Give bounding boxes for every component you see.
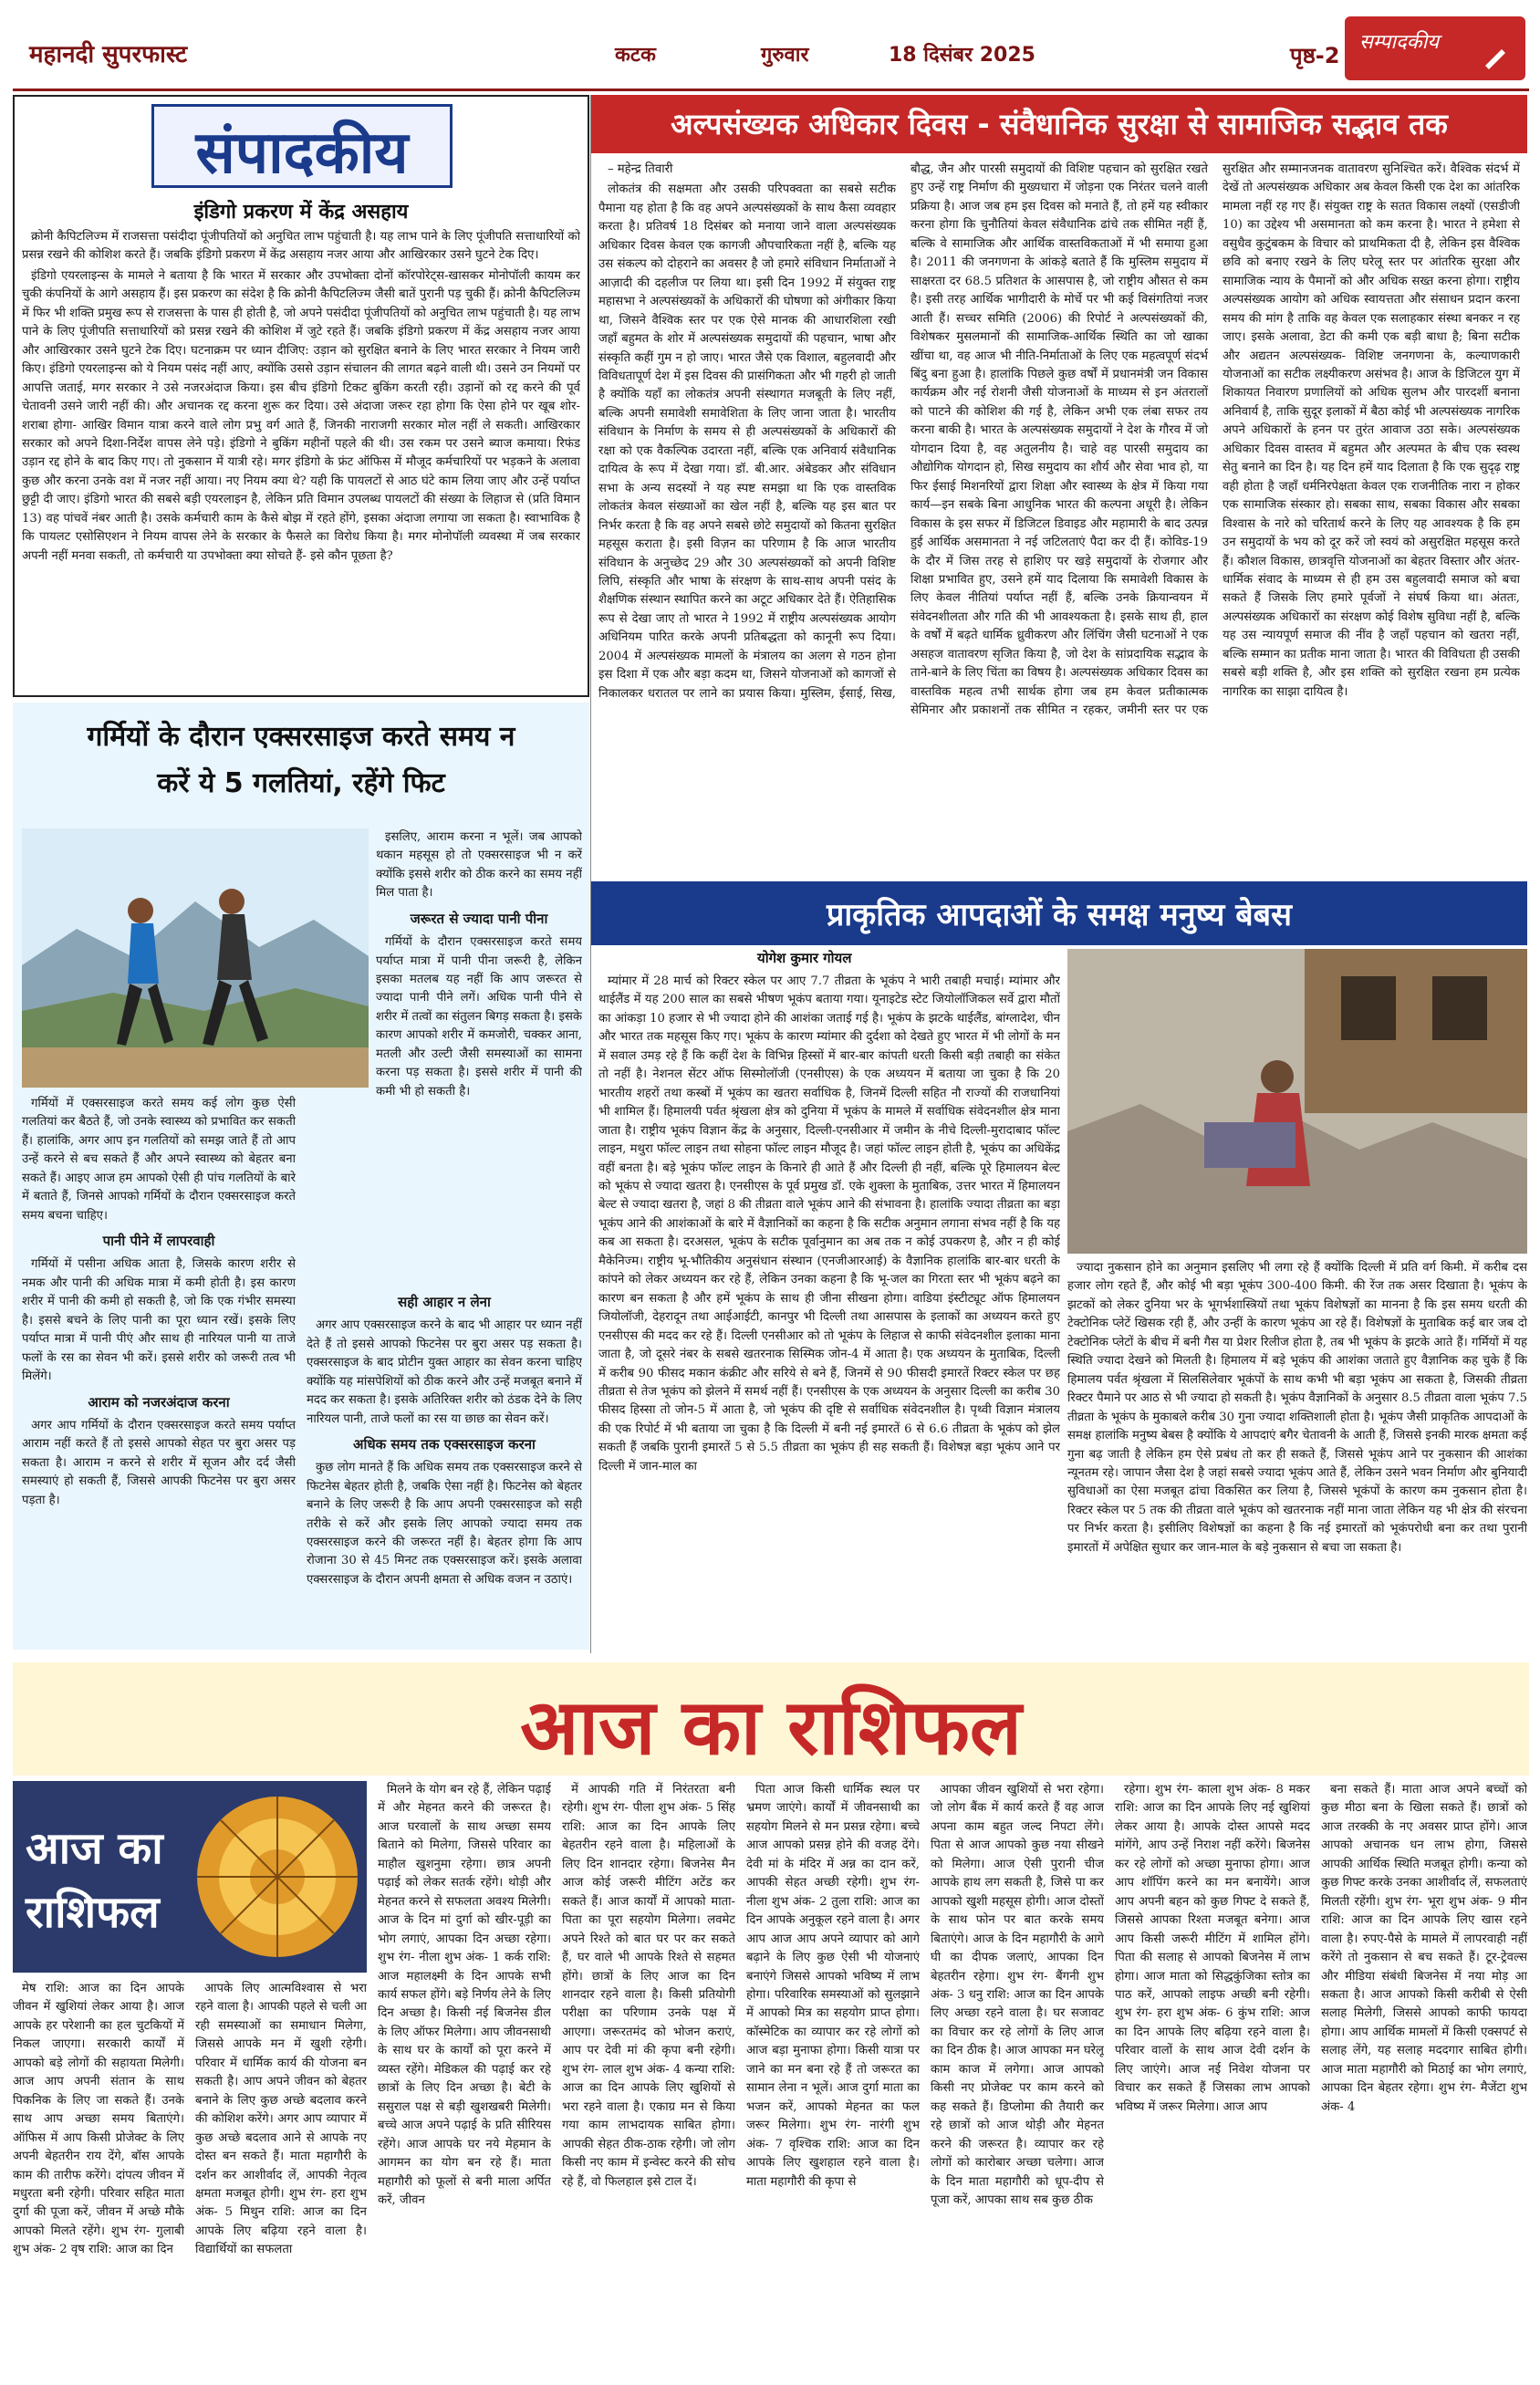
rashifal-column-4 (562, 1781, 735, 2378)
column-divider (590, 95, 591, 1653)
rashifal-logo (13, 1781, 367, 1973)
rashifal-text: आपके लिए आत्मविश्वास से भरा रहने वाला है। आपकी पहले से चली आ रही समस्याओं का समाधान मिलेगा, जिससे आपके मन में खुशी रहेगी। परिवार में धार्मिक कार्य की योजना बन सकती है। आप अपने जीवन को बेहतर बनाने के लिए कुछ अच्छे बदलाव करने की कोशिश करेंगे। अगर आप व्यापार में कुछ अच्छे बदलाव आने से आपके नए दोस्त बन सकते हैं। माता महागौरी के दर्शन कर आशीर्वाद लें, आपकी नेतृत्व क्षमता मजबूत होगी। शुभ रंग- हरा शुभ अंक- 5 मिथुन राशि: आज का दिन आपके लिए बढ़िया रहने वाला है। विद्यार्थियों का सफलता (195, 1982, 367, 2257)
minority-paragraph: लोकतंत्र की सक्षमता और उसकी परिपक्वता का सबसे सटीक पैमाना यह होता है कि वह अपने अल्पसंख्यकों के साथ कैसा व्यवहार करता है। प्रतिवर्ष 18 दिसंबर को मनाया जाने वाला अल्पसंख्यक अधिकार दिवस केवल एक कागजी औपचारिकता नहीं है, बल्कि यह उस संकल्प को दोहराने का अवसर है जो हमारे संविधान निर्माताओं ने आज़ादी की दहलीज पर लिया था। इसी दिन 1992 में संयुक्त राष्ट्र महासभा ने अल्पसंख्यकों के अधिकारों की घोषणा को अंगीकार किया था, जिसने वैश्विक स्तर पर एक ऐसे मानक की आधारशिला रखी जहाँ बहुमत के शोर में अल्पसंख्यक समुदायों की पहचान, भाषा और संस्कृति कहीं गुम न हो जाए। भारत जैसे एक विशाल, बहुलवादी और विविधतापूर्ण देश में इस दिवस की प्रासंगिकता और भी गहरी हो जाती है क्योंकि यहाँ का लोकतंत्र अपनी संस्थागत मजबूती के लिए नहीं, बल्कि अपनी समावेशी समावेशिता के लिए जाना जाता है। भारतीय संविधान के निर्माण के समय से ही अल्पसंख्यकों के अधिकारों की रक्षा को एक वैकल्पिक उदारता नहीं, बल्कि एक अनिवार्य संवैधानिक दायित्व के रूप में देखा गया। डॉ. बी.आर. अंबेडकर और संविधान सभा के अन्य सदस्यों ने यह स्पष्ट समझा था कि एक वास्तविक लोकतंत्र केवल संख्याओं का खेल नहीं है, बल्कि यह इस बात पर निर्भर करता है कि वह अपने सबसे छोटे समुदायों को कितना सुरक्षित महसूस कराता है। इसी विज़न का परिणाम है कि आज भारतीय संविधान के अनुच्छेद 29 और 30 अल्पसंख्यकों को अपनी विशिष्ट लिपि, संस्कृति और भाषा के संरक्षण के साथ-साथ अपनी पसंद के शैक्षणिक संस्थान स्थापित करने का अटूट अधिकार देते हैं। ऐतिहासिक रूप से देखा जाए तो भारत ने 1992 में राष्ट्रीय अल्पसंख्यक आयोग अधिनियम पारित करके अपनी प्रतिबद्धता को कानूनी रूप दिया। 2004 में अल्पसंख्यक मामलों के मंत्रालय का अलग से गठन होना इस दिशा में एक और बड़ा कदम था, जिसने योजनाओं को कागजों से निकालकर धरातल पर लाने का प्रयास किया। मुस्लिम, ईसाई, सिख, बौद्ध, जैन और पारसी समुदायों की विशिष्ट पहचान को सुरक्षित रखते हुए उन्हें राष्ट्र निर्माण की मुख्यधारा में जोड़ना एक निरंतर चलने वाली प्रक्रिया है। आज जब हम इस दिवस को मनाते हैं, तो हमें यह स्वीकार करना होगा कि चुनौतियां केवल संवैधानिक ढांचे तक सीमित नहीं हैं, बल्कि वे सामाजिक और आर्थिक वास्तविकताओं में भी समाया हुआ है। 2011 की जनगणना के आंकड़े बताते हैं कि मुस्लिम समुदाय में साक्षरता दर 68.5 प्रतिशत के आसपास है, जो राष्ट्रीय औसत से कम है। इसी तरह आर्थिक भागीदारी के मोर्चे पर भी कई विसंगतियां नजर आती हैं। सच्चर समिति (2006) की रिपोर्ट ने अल्पसंख्यकों की, विशेषकर मुसलमानों की सामाजिक-आर्थिक स्थिति का जो खाका खींचा था, वह आज भी नीति-निर्माताओं के लिए एक महत्वपूर्ण संदर्भ बिंदु बना हुआ है। हालांकि पिछले कुछ वर्षों में प्रधानमंत्री जन विकास कार्यक्रम और नई रोशनी जैसी योजनाओं के माध्यम से इन अंतरालों को पाटने की कोशिश की गई है, लेकिन अभी एक लंबा सफर तय करना बाकी है। भारत के अल्पसंख्यक समुदायों ने देश के गौरव में जो योगदान दिया है, वह अतुलनीय है। चाहे वह पारसी समुदाय का औद्योगिक योगदान हो, सिख समुदाय का शौर्य और सेवा भाव हो, या फिर ईसाई मिशनरियों द्वारा शिक्षा और स्वास्थ्य के क्षेत्र में किया गया कार्य—इन सबके बिना आधुनिक भारत की कल्पना अधूरी है। लेकिन विकास के इस सफर में डिजिटल डिवाइड और महामारी के बाद उत्पन्न हुई आर्थिक असमानता ने नई जटिलताएं पैदा कर दी हैं। कोविड-19 के दौर में जिस तरह से हाशिए पर खड़े समुदायों के रोजगार और शिक्षा प्रभावित हुए, उसने हमें याद दिलाया कि समावेशी विकास के लिए केवल नीतियां पर्याप्त नहीं हैं, बल्कि उनके क्रियान्वयन में संवेदनशीलता और गति की भी आवश्यकता है। इसके साथ ही, हाल के वर्षों में बढ़ते धार्मिक ध्रुवीकरण और लिंचिंग जैसी घटनाओं ने एक असहज वातावरण सृजित किया है, जो देश के सांप्रदायिक सद्भाव के ताने-बाने के लिए चिंता का विषय है। अल्पसंख्यक अधिकार दिवस का वास्तविक महत्व तभी सार्थक होगा जब हम केवल प्रतीकात्मक सेमिनार और प्रकाशनों तक सीमित न रहकर, जमीनी स्तर पर एक सुरक्षित और सम्मानजनक वातावरण सुनिश्चित करें। वैश्विक संदर्भ में देखें तो अल्पसंख्यक अधिकार अब केवल किसी एक देश का आंतरिक मामला नहीं रह गए हैं। संयुक्त राष्ट्र के सतत विकास लक्ष्यों (एसडीजी 10) का उद्देश्य भी असमानता को कम करना है। भारत ने हमेशा से वसुधैव कुटुंबकम के विचार को प्राथमिकता दी है, लेकिन इस वैश्विक छवि को बनाए रखने के लिए घरेलू स्तर पर आंतरिक सुरक्षा और सामाजिक न्याय के पैमानों को और अधिक सख्त करना होगा। राष्ट्रीय अल्पसंख्यक आयोग को अधिक स्वायत्तता और संसाधन प्रदान करना समय की मांग है ताकि वह केवल एक सलाहकार संस्था बनकर न रह जाए। इसके अलावा, डेटा की कमी एक बड़ी बाधा है; बिना सटीक और अद्यतन अल्पसंख्यक- विशिष्ट जनगणना के, कल्याणकारी योजनाओं का सटीक लक्ष्यीकरण असंभव है। आज के डिजिटल युग में शिकायत निवारण प्रणालियों को अधिक सुलभ और पारदर्शी बनाना अनिवार्य है, ताकि सुदूर इलाकों में बैठा कोई भी अल्पसंख्यक नागरिक अपने अधिकारों के हनन पर तुरंत आवाज उठा सके। अल्पसंख्यक अधिकार दिवस वास्तव में बहुमत और अल्पमत के बीच एक स्वस्थ सेतु बनाने का दिन है। यह दिन हमें याद दिलाता है कि एक सुदृढ़ राष्ट्र वही होता है जहाँ धर्मनिरपेक्षता केवल एक राजनीतिक नारा न होकर एक सामाजिक संस्कार हो। सबका साथ, सबका विकास और सबका विश्वास के नारे को चरितार्थ करने के लिए यह आवश्यक है कि हम उन समुदायों के भय को दूर करें जो स्वयं को असुरक्षित महसूस करते हैं। कौशल विकास, छात्रवृत्ति योजनाओं का बेहतर विस्तार और अंतर-धार्मिक संवाद के माध्यम से ही हम उस बहुलवादी समाज को बचा सकते हैं जिसके लिए हमारे पूर्वजों ने संघर्ष किया था। अंततः, अल्पसंख्यक अधिकारों का संरक्षण कोई विशेष सुविधा नहीं है, बल्कि यह उस न्यायपूर्ण समाज की नींव है जहाँ पहचान को खतरा नहीं, बल्कि सम्मान का प्रतीक माना जाता है। भारत की विविधता ही उसकी सबसे बड़ी शक्ति है, और इस शक्ति को सुरक्षित रखना हम प्रत्येक नागरिक का साझा दायित्व है। (598, 162, 1520, 718)
page-number: पृष्ठ-2 (1290, 43, 1340, 68)
rashifal-column-8 (1321, 1781, 1527, 2378)
quake-author: योगेश कुमार गोयल (757, 950, 852, 966)
minority-author: – महेन्द्र तिवारी (608, 162, 673, 176)
rashifal-logo-line2: राशिफल (26, 1887, 160, 1938)
editorial-paragraph: इंडिगो एयरलाइन्स के मामले ने बताया है कि भारत में सरकार और उपभोक्ता दोनों कॉरपोरेट्स-खासकर मोनोपॉली कायम कर चुकी कंपनियों के आगे असहाय हैं। इस प्रकरण का संदेश है कि क्रोनी कैपिटलिज्म जैसी बातें पुरानी पड़ चुकी हैं। क्रोनी कैपिटलिज्म में फिर भी शक्ति प्रमुख रूप से राजसत्ता के पास ही होती है, जो अपने पसंदीदा पूंजीपतियों को अनुचित लाभ पहुंचाती है। यह लाभ पाने के लिए पूंजीपति सत्ताधारियों को प्रसन्न रखने की कोशिश में जुटे रहते हैं। जबकि इंडिगो प्रकरण में केंद्र असहाय नजर आया और आखिरकार उसने घुटने टेक दिए। घटनाक्रम पर ध्यान दीजिए: उड़ान को सुरक्षित बनाने के लिए भारत सरकार ने नियम जारी किए। इंडिगो एयरलाइन्स को ये नियम पसंद नहीं आए, क्योंकि उससे उड़ान संचालन की लागत बढ़ने वाली थी। उसने उन नियमों पर आपत्ति जताई, मगर सरकार ने उसे नजरअंदाज किया। इस बीच इंडिगो टिकट बुकिंग करती रही। उड़ानों को रद्द करने की पूर्व चेतावनी उसने जारी नहीं की। और अचानक रद्द करना शुरू कर दिया। उसे अंदाजा जरूर रहा होगा कि ऐसा होने पर खूब शोर-शराबा होगा- आखिर विमान यात्रा करने वाले लोग प्रभु वर्ग आते हैं, जिनकी नाराजगी सरकार मोल नहीं ले सकती। आखिरकार सरकार को अपने दिशा-निर्देश वापस लेने पड़े। इंडिगो ने बुकिंग महीनों पहले की थी। उस रकम पर उसने ब्याज कमाया। रिफंड उड़ान रद्द होने के बाद किए गए। तो नुकसान में यात्री रहे। मगर इंडिगो के फ्रंट ऑफिस में मौजूद कर्मचारियों पर भड़कने के अलावा कुछ और करना उनके वश में नजर नहीं आया। नए नियम क्या थे? यही कि पायलटों से आठ घंटे काम लिया जाए और उन्हें पर्याप्त छुट्टी दी जाए। इंडिगो भारत की सबसे बड़ी एयरलाइन है, लेकिन प्रति विमान उपलब्ध पायलटों की संख्या के लिहाज से (प्रति विमान 13) वह पांचवें नंबर आती है। उसके कर्मचारी काम के कैसे बोझ में रहते होंगे, इसका अंदाजा लगाया जा सकता है। स्वाभाविक है कि पायलट एसोसिएशन ने नियम वापस लेने के सरकार के फैसले का विरोध किया है। मगर मोनोपॉली व्यवस्था में जब सरकार अपनी नहीं मनवा सकती, तो कर्मचारी या उपभोक्ता क्या सोचते हैं- इसे कौन पूछता है? (22, 268, 580, 563)
summer-sub4-text: अगर आप एक्सरसाइज करने के बाद भी आहार पर ध्यान नहीं देते हैं तो इससे आपको फिटनेस पर बुरा असर पड़ सकता है। एक्सरसाइज के बाद प्रोटीन युक्त आहार का सेवन करना चाहिए क्योंकि यह मांसपेशियों को ठीक करने और उन्हें मजबूत बनाने में मदद कर सकता है। इसके अतिरिक्त शरीर को ठंडक देने के लिए नारियल पानी, ताजे फलों का रस या छाछ का सेवन करें। (307, 1318, 582, 1426)
rashifal-text: आपका जीवन खुशियों से भरा रहेगा। जो लोग बैंक में कार्य करते हैं वह आज अपना काम बहुत जल्द निपटा लेंगे। पिता से आज आपको कुछ नया सीखने को मिलेगा। आज ऐसी पुरानी चीज आपके हाथ लग सकती है, जिसे पा कर आपको खुशी महसूस होगी। आज दोस्तों के साथ फोन पर बात करके समय बिताएंगे। आज के दिन महागौरी के आगे घी का दीपक जलाएं, आपका दिन बेहतरीन रहेगा। शुभ रंग- बैंगनी शुभ अंक- 3 धनु राशि: आज का दिन आपके लिए अच्छा रहने वाला है। घर सजावट का विचार कर रहे लोगों के लिए आज का दिन ठीक है। आज आपका मन घरेलू काम काज में लगेगा। आज आपको किसी नए प्रोजेक्ट पर काम करने को कह सकते हैं। डिप्लोमा की तैयारी कर रहे छात्रों को आज थोड़ी और मेहनत करने की जरूरत है। व्यापार कर रहे लोगों को कारोबार अच्छा चलेगा। आज के दिन माता महागौरी को धूप-दीप से पूजा करें, आपका साथ सब कुछ ठीक (931, 1783, 1104, 2207)
summer-sub3-text: अगर आप गर्मियों के दौरान एक्सरसाइज करते समय पर्याप्त आराम नहीं करते हैं तो इससे आपको सेहत पर बुरा असर पड़ सकता है। आराम न करने से शरीर में सूजन और दर्द जैसी समस्याएं हो सकती हैं, जिससे आपकी फिटनेस पर बुरा असर पड़ता है। (22, 1418, 296, 1507)
editorial-body (22, 228, 580, 692)
summer-subheading-2: पानी पीने में लापरवाही (102, 1233, 215, 1250)
rashifal-text: बना सकते हैं। माता आज अपने बच्चों को कुछ मीठा बना के खिला सकते हैं। छात्रों को आज तरक्की के नए अवसर प्राप्त होंगे। आज आपको अचानक धन लाभ होगा, जिससे आपकी आर्थिक स्थिति मजबूत होगी। कन्या को कुछ गिफ्ट करके उनका आशीर्वाद लें, सफलताएं मिलती रहेंगी। शुभ रंग- भूरा शुभ अंक- 9 मीन राशि: आज का दिन आपके लिए खास रहने वाला है। रुपए-पैसे के मामले में लापरवाही नहीं करेंगे तो नुकसान से बच सकते हैं। टूर-ट्रेवल्स और मीडिया संबंधी बिजनेस में नया मोड़ आ सकता है। आज आपको किसी करीबी से ऐसी सलाह मिलेगी, जिससे आपको काफी फायदा होगा। आप आर्थिक मामलों में किसी एक्सपर्ट से सलाह लेंगे, यह सलाह मददगार साबित होगी। आज माता महागौरी को मिठाई का भोग लगाएं, आपका दिन बेहतर रहेगा। शुभ रंग- मैजेंटा शुभ अंक- 4 (1321, 1783, 1527, 2114)
summer-subheading-5: अधिक समय तक एक्सरसाइज करना (353, 1435, 536, 1453)
day: गुरुवार (761, 44, 809, 67)
editorial-section (13, 95, 589, 697)
editorial-heading: संपादकीय (195, 119, 409, 187)
rashifal-column-6 (931, 1781, 1104, 2378)
quake-headline-banner (591, 881, 1527, 945)
summer-heading-line1: गर्मियों के दौरान एक्सरसाइज करते समय न (87, 721, 515, 753)
summer-sub5-text: कुछ लोग मानते हैं कि अधिक समय तक एक्सरसाइज करने से फिटनेस बेहतर होती है, जबकि ऐसा नहीं है। फिटनेस को बेहतर बनाने के लिए जरूरी है कि आप अपनी एक्सरसाइज को सही तरीके से करें और इसके लिए आपको ज्यादा समय तक एक्सरसाइज करने की जरूरत नहीं है। बेहतर होगा कि आप रोजाना 30 से 45 मिनट तक एक्सरसाइज करें। इसके अलावा एक्सरसाइज के दौरान अपनी क्षमता से अधिक वजन न उठाएं। (307, 1461, 582, 1587)
rashifal-column-7 (1115, 1781, 1310, 2378)
editorial-logo (1345, 16, 1525, 80)
summer-heading (22, 713, 580, 807)
rashifal-column-1 (13, 1980, 184, 2378)
rashifal-text: मेष राशि: आज का दिन आपके जीवन में खुशियां लेकर आया है। आज आपके हर परेशानी का हल चुटकियों में निकल जाएगा। सरकारी कार्यों में आपको बड़े लोगों की सहायता मिलेगी। आज आप अपनी संतान के साथ पिकनिक के लिए जा सकते हैं। उनके साथ आप अच्छा समय बिताएंगे। ऑफिस में आप किसी प्रोजेक्ट के लिए अपनी बेहतरीन राय देंगे, बॉस आपके काम की तारीफ करेंगे। दांपत्य जीवन में मधुरता बनी रहेगी। परिवार सहित माता दुर्गा की पूजा करें, जीवन में अच्छे मौके आपको मिलते रहेंगे। शुभ रंग- गुलाबी शुभ अंक- 2 वृष राशि: आज का दिन (13, 1982, 184, 2257)
pen-icon (1482, 42, 1509, 69)
rashifal-logo-line1: आज का (26, 1823, 163, 1874)
summer-right-column (376, 828, 582, 1285)
masthead (13, 13, 1529, 91)
summer-mid-column (307, 1286, 582, 1642)
quake-body-right (1067, 1259, 1527, 1651)
summer-exercise-section (13, 703, 589, 1650)
zodiac-wheel-icon (13, 1781, 367, 1973)
rashifal-text: पिता आज किसी धार्मिक स्थल पर भ्रमण जाएंगे। कार्यों में जीवनसाथी का सहयोग मिलने से मन प्रसन्न रहेगा। बच्चे आज आपको प्रसन्न होने की वजह देंगे। देवी मां के मंदिर में अन्न का दान करें, आपकी सेहत अच्छी रहेगी। शुभ रंग- नीला शुभ अंक- 2 तुला राशि: आज का दिन आपके अनुकूल रहने वाला है। अगर आप आज आप अपने व्यापार को आगे बढ़ाने के लिए कुछ ऐसी भी योजनाएं बनाएंगे जिससे आपको भविष्य में लाभ होगा। परिवारिक समस्याओं को सुलझाने में आपको मित्र का सहयोग प्राप्त होगा। कॉस्मेटिक का व्यापार कर रहे लोगों को आज बड़ा मुनाफा होगा। किसी यात्रा पर जाने का मन बना रहे हैं तो जरूरत का सामान लेना न भूलें। आज दुर्गा माता का भजन करें, आपको मेहनत का फल जरूर मिलेगा। शुभ रंग- नारंगी शुभ अंक- 7 वृश्चिक राशि: आज का दिन आपके लिए खुशहाल रहने वाला है। माता महागौरी की कृपा से (746, 1783, 920, 2189)
rashifal-text: मिलने के योग बन रहे हैं, लेकिन पढ़ाई में और मेहनत करने की जरूरत है। आज घरवालों के साथ अच्छा समय बिताने को मिलेगा, जिससे परिवार का माहौल खुशनुमा रहेगा। छात्र अपनी पढ़ाई को लेकर सतर्क रहेंगे। थोड़ी और मेहनत करने से सफलता अवश्य मिलेगी। आज के दिन मां दुर्गा को खीर-पूड़ी का भोग लगाएं, आपका दिन अच्छा रहेगा। शुभ रंग- नीला शुभ अंक- 1 कर्क राशि: आज महालक्ष्मी के दिन आपके सभी कार्य सफल होंगे। बड़े निर्णय लेने के लिए दिन अच्छा है। किसी नई बिजनेस डील के लिए ऑफर मिलेगा। आप जीवनसाथी के साथ घर के कार्यों को पूरा करने में व्यस्त रहेंगे। मेडिकल की पढ़ाई कर रहे छात्रों के लिए दिन अच्छा है। बेटी के ससुराल पक्ष से बड़ी खुशखबरी मिलेगी। बच्चे आज अपने पढ़ाई के प्रति सीरियस रहेंगे। आज आपके घर नये मेहमान के आगमन का योग बन रहे हैं। माता महागौरी को फूलों से बनी माला अर्पित करें, जीवन (378, 1783, 551, 2207)
quake-paragraph-left: म्यांमार में 28 मार्च को रिक्टर स्केल पर आए 7.7 तीव्रता के भूकंप ने भारी तबाही मचाई। म्यांमार और थाईलैंड में यह 200 साल का सबसे भीषण भूकंप बताया गया। यूनाइटेड स्टेट जियोलॉजिकल सर्वे द्वारा मौतों का आंकड़ा 10 हजार से भी ज्यादा होने की आशंका जताई गई है। भूकंप के झटके थाईलैंड, बांग्लादेश, चीन और भारत तक महसूस किए गए। भूकंप के कारण म्यांमार की दुर्दशा को देखते हुए भारत में भी लोगों के मन में सवाल उमड़ रहे हैं कि कहीं देश के विभिन्न हिस्सों में बार-बार कांपती धरती किसी बड़ी तबाही का संकेत तो नहीं है। नेशनल सेंटर ऑफ सिस्मोलॉजी (एनसीएस) के एक अध्ययन में बताया जा चुका है कि 20 भारतीय शहरों तथा कस्बों में भूकंप का खतरा सर्वाधिक है, जिनमें दिल्ली सहित नौ राज्यों की राजधानियां भी शामिल हैं। हिमालयी पर्वत श्रृंखला क्षेत्र को दुनिया में भूकंप के मामले में सर्वाधिक संवेदनशील क्षेत्र माना जाता है। राष्ट्रीय भूकंप विज्ञान केंद्र के अनुसार, दिल्ली-एनसीआर में जमीन के नीचे दिल्ली-मुरादाबाद फॉल्ट लाइन, मथुरा फॉल्ट लाइन तथा सोहना फॉल्ट लाइन मौजूद है। जहां फॉल्ट लाइन होती है, भूकंप का अधिकेंद्र वहीं बनता है। बड़े भूकंप फॉल्ट लाइन के किनारे ही आते हैं और दिल्ली ही नहीं, बल्कि पूरे हिमालयन बेल्ट को भूकंप से ज्यादा खतरा है। एनसीएस के पूर्व प्रमुख डॉ. एके शुक्ला के मुताबिक, उत्तर भारत में हिमालयन बेल्ट से ज्यादा खतरा है, जहां 8 की तीव्रता वाले भूकंप आने की संभावना है। हालांकि ज्यादा तीव्रता का बड़ा भूकंप आने की आशंकाओं के बारे में वैज्ञानिकों का कहना है कि सटीक अनुमान लगाना संभव नहीं है कि यह कब आ सकता है। दरअसल, भूकंप के सटीक पूर्वानुमान का अब तक न कोई उपकरण है, और न ही कोई मैकेनिज्म। राष्ट्रीय भू-भौतिकीय अनुसंधान संस्थान (एनजीआरआई) के वैज्ञानिक हालांकि बार-बार धरती के कांपने को लेकर अध्ययन कर रहे हैं, लेकिन उनका कहना है कि भू-जल का गिरता स्तर भी भूकंप बढ़ने का कारण बन सकता है और हमें भूकंप के साथ ही जीना सीखना होगा। वाडिया इंस्टीट्यूट ऑफ हिमालयन जियोलॉजी, देहरादून तथा आईआईटी, कानपुर भी दिल्ली तथा आसपास के इलाकों का अध्ययन करते हुए एनसीएस की मदद कर रहे हैं। दिल्ली एनसीआर को तो भूकंप के लिहाज से काफी संवेदनशील इलाका माना जाता है, जो दूसरे नंबर के सबसे खतरनाक सिस्मिक जोन-4 में आता है। एक अध्ययन के मुताबिक, दिल्ली में करीब 90 फीसद मकान कंक्रीट और सरिये से बने हैं, जिनमें से 90 फीसदी इमारतें रिक्टर स्केल पर छह तीव्रता से तेज भूकंप को झेलने में समर्थ नहीं हैं। एनसीएस के एक अध्ययन के अनुसार दिल्ली का करीब 30 फीसद हिस्सा तो जोन-5 में आता है, जो भूकंप की दृष्टि से सर्वाधिक संवेदनशील है। पृथ्वी विज्ञान मंत्रालय की एक रिपोर्ट में भी बताया जा चुका है कि दिल्ली में बनी नई इमारतें 6 से 6.6 तीव्रता के भूकंप को झेल सकती हैं जबकि पुरानी इमारतें 5 से 5.5 तीव्रता का भूकंप ही सह सकती हैं। विशेषज्ञ बड़ा भूकंप आने पर दिल्ली में जान-माल का (598, 974, 1060, 1474)
earthquake-illustration (1067, 949, 1527, 1254)
summer-subheading-3: आराम को नजरअंदाज करना (88, 1393, 230, 1411)
summer-left-column (22, 1095, 296, 1642)
summer-heading-line2: करें ये 5 गलतियां, रहेंगे फिट (157, 767, 445, 799)
rashifal-column-2 (195, 1980, 367, 2378)
rashifal-heading: आज का राशिफल (520, 1682, 1022, 1772)
summer-subheading-1: जरूरत से ज्यादा पानी पीना (410, 910, 548, 927)
summer-sub2-text: गर्मियों में पसीना अधिक आता है, जिसके कारण शरीर से नमक और पानी की अधिक मात्रा में कमी होती है। इस कारण शरीर में पानी की कमी हो सकती है, जो कि एक गंभीर समस्या है। इससे बचने के लिए पानी का पूरा ध्यान रखें। इसके लिए पर्याप्त मात्रा में पानी पीएं और साथ ही नारियल पानी या ताजे फलों के रस का सेवन भी करें। इससे शरीर को जरूरी तत्व भी मिलेंगे। (22, 1257, 296, 1384)
paper-name: महानदी सुपरफास्ट (29, 41, 188, 68)
quake-headline: प्राकृतिक आपदाओं के समक्ष मनुष्य बेबस (826, 897, 1293, 933)
rashifal-column-5 (746, 1781, 920, 2378)
rashifal-text: में आपकी गति में निरंतरता बनी रहेगी। शुभ रंग- पीला शुभ अंक- 5 सिंह राशि: आज का दिन आपके लिए बेहतरीन रहने वाला है। महिलाओं के लिए दिन शानदार रहेगा। बिजनेस मैन आज कोई जरूरी मीटिंग अटेंड कर सकते हैं। आज कार्यों में आपको माता-पिता का पूरा सहयोग मिलेगा। लवमेट अपने रिश्ते को बात घर पर कर सकते हैं, घर वाले भी आपके रिश्ते से सहमत होंगे। छात्रों के लिए आज का दिन शानदार रहने वाला है। किसी प्रतियोगी परीक्षा का परिणाम उनके पक्ष में आएगा। जरूरतमंद को भोजन कराएं, आप पर देवी मां की कृपा बनी रहेगी। शुभ रंग- लाल शुभ अंक- 4 कन्या राशि: आज का दिन आपके लिए खुशियों से भरा रहने वाला है। एकाग्र मन से किया गया काम लाभदायक साबित होगा। आपकी सेहत ठीक-ठाक रहेगी। जो लोग किसी नए काम में इन्वेस्ट करने की सोच रहे हैं, वो फिलहाल इसे टाल दें। (562, 1783, 735, 2189)
city: कटक (615, 44, 656, 67)
summer-subheading-4: सही आहार न लेना (398, 1294, 491, 1310)
rashifal-column-3 (378, 1781, 551, 2378)
summer-intro-left: गर्मियों में एक्सरसाइज करते समय कई लोग कुछ ऐसी गलतियां कर बैठते हैं, जो उनके स्वास्थ्य को प्रभावित कर सकती हैं। हालांकि, अगर आप इन गलतियों को समझ जाते हैं तो आप उन्हें करने से बच सकते हैं और अपने स्वास्थ्य को बेहतर बना सकते हैं। आइए आज हम आपको ऐसी ही पांच गलतियों के बारे में बताते हैं, जिनसे आपको गर्मियों के दौरान एक्सरसाइज करते समय बचना चाहिए। (22, 1097, 296, 1223)
rashifal-banner (13, 1662, 1529, 1776)
minority-headline-banner (591, 95, 1527, 153)
rashifal-text: रहेगा। शुभ रंग- काला शुभ अंक- 8 मकर राशि: आज का दिन आपके लिए नई खुशियां लेकर आया है। आपके दोस्त आपसे मदद मांगेंगे, आप उन्हें निराश नहीं करेंगे। बिजनेस कर रहे लोगों को अच्छा मुनाफा होगा। आज आप शॉपिंग करने का मन बनायेंगे। आज आप अपनी बहन को कुछ गिफ्ट दे सकते हैं, जिससे आपका रिश्ता मजबूत बनेगा। आज आप किसी जरूरी मीटिंग में शामिल होंगे। पिता की सलाह से आपको बिजनेस में लाभ होगा। आज माता को सिद्धकुंजिका स्तोत्र का पाठ करें, आपको लाइफ अच्छी बनी रहेगी। शुभ रंग- हरा शुभ अंक- 6 कुंभ राशि: आज का दिन आपके लिए बढ़िया रहने वाला है। परिवार वालों के साथ आज देवी दर्शन के लिए जाएंगे। आज नई निवेश योजना पर विचार कर सकते हैं जिसका लाभ आपको भविष्य में जरूर मिलेगा। आज आप (1115, 1783, 1310, 2114)
quake-body-left (598, 973, 1060, 1648)
editorial-paragraph: क्रोनी कैपिटलिज्म में राजसत्ता पसंदीदा पूंजीपतियों को अनुचित लाभ पहुंचाती है। यह लाभ पाने के लिए पूंजीपति सत्ताधारियों को प्रसन्न रखने की कोशिश करते हैं। जबकि इंडिगो प्रकरण में केंद्र असहाय नजर आया और आखिरकार उसने घुटने टेक दिए। (22, 230, 580, 263)
summer-intro-right: इसलिए, आराम करना न भूलें। जब आपको थकान महसूस हो तो एक्सरसाइज भी न करें क्योंकि इससे शरीर को ठीक करने का समय नहीं मिल पाता है। (376, 830, 582, 901)
runners-photo (22, 828, 369, 1088)
editorial-logo-text: सम्पादकीय (1359, 31, 1440, 54)
date: 18 दिसंबर 2025 (889, 44, 1035, 67)
minority-headline: अल्पसंख्यक अधिकार दिवस - संवैधानिक सुरक्षा से सामाजिक सद्भाव तक (671, 107, 1448, 141)
summer-sub1-text: गर्मियों के दौरान एक्सरसाइज करते समय पर्याप्त मात्रा में पानी पीना जरूरी है, लेकिन इसका मतलब यह नहीं कि आप जरूरत से ज्यादा पानी पीने लगें। अधिक पानी पीने से शरीर में तत्वों का संतुलन बिगड़ सकता है। इसके कारण आपको शरीर में कमजोरी, चक्कर आना, मतली और उल्टी जैसी समस्याओं का सामना करना पड़ सकता है। इससे शरीर में पानी की कमी भी हो सकती है। (376, 935, 582, 1099)
earthquake-photo (1067, 949, 1527, 1254)
editorial-title-box (151, 104, 453, 188)
quake-paragraph-right: ज्यादा नुकसान होने का अनुमान इसलिए भी लगा रहे हैं क्योंकि दिल्ली में प्रति वर्ग किमी. में करीब दस हजार लोग रहते हैं, और कोई भी बड़ा भूकंप 300-400 किमी. की रेंज तक असर दिखाता है। भूकंप के झटकों को लेकर दुनिया भर के भूगर्भशास्त्रियों तथा भूकंप विशेषज्ञों का मानना है कि इस समय धरती की टेक्टोनिक प्लेटें खिसक रही हैं, और उन्हीं के कारण भूकंप आ रहे हैं। विशेषज्ञों के मुताबिक कई बार जब दो टेक्टोनिक प्लेटों के बीच में बनी गैस या प्रेशर रिलीज होता है, तब भी भूकंप के झटके आते हैं। गर्मियों में यह स्थिति ज्यादा देखने को मिलती है। हिमालय में बड़े भूकंप की आशंका जताते हुए वैज्ञानिक कह चुके हैं कि हिमालय पर्वत श्रृंखला में सिलसिलेवार भूकंपों के साथ कभी भी बड़ा भूकंप आ सकता है, जिसकी तीव्रता रिक्टर पैमाने पर आठ से भी ज्यादा हो सकती है। भूकंप वैज्ञानिकों के अनुसार 8.5 तीव्रता वाला भूकंप 7.5 तीव्रता के भूकंप के मुकाबले करीब 30 गुना ज्यादा शक्तिशाली होता है। भूकंप जैसी प्राकृतिक आपदाओं के समक्ष हालांकि मनुष्य बेबस है क्योंकि ये आपदाएं बगैर चेतावनी के आती हैं, जिससे इनकी मारक क्षमता कई गुना बढ़ जाती है लेकिन हम ऐसे प्रबंध तो कर ही सकते हैं, जिससे भूकंप आने पर नुकसान की आशंका न्यूनतम रहे। जापान जैसा देश है जहां सबसे ज्यादा भूकंप आते हैं, लेकिन उसने भवन निर्माण और बुनियादी सुविधाओं का ऐसा मजबूत ढांचा विकसित कर लिया है, जिससे भूकंपों के कारण कम नुकसान होता है। रिक्टर स्केल पर 5 तक की तीव्रता वाले भूकंप को खतरनाक नहीं माना जाता लेकिन यह भी क्षेत्र की संरचना पर निर्भर करता है। इसीलिए विशेषज्ञों का कहना है कि नई इमारतों को भूकंपरोधी बना कर तथा पुरानी इमारतों में अपेक्षित सुधार कर जान-माल के बड़े नुकसान से बचा जा सकता है। (1067, 1261, 1527, 1555)
minority-body (598, 161, 1520, 872)
editorial-subheading: इंडिगो प्रकरण में केंद्र असहाय (193, 201, 409, 224)
runners-illustration (22, 828, 369, 1088)
